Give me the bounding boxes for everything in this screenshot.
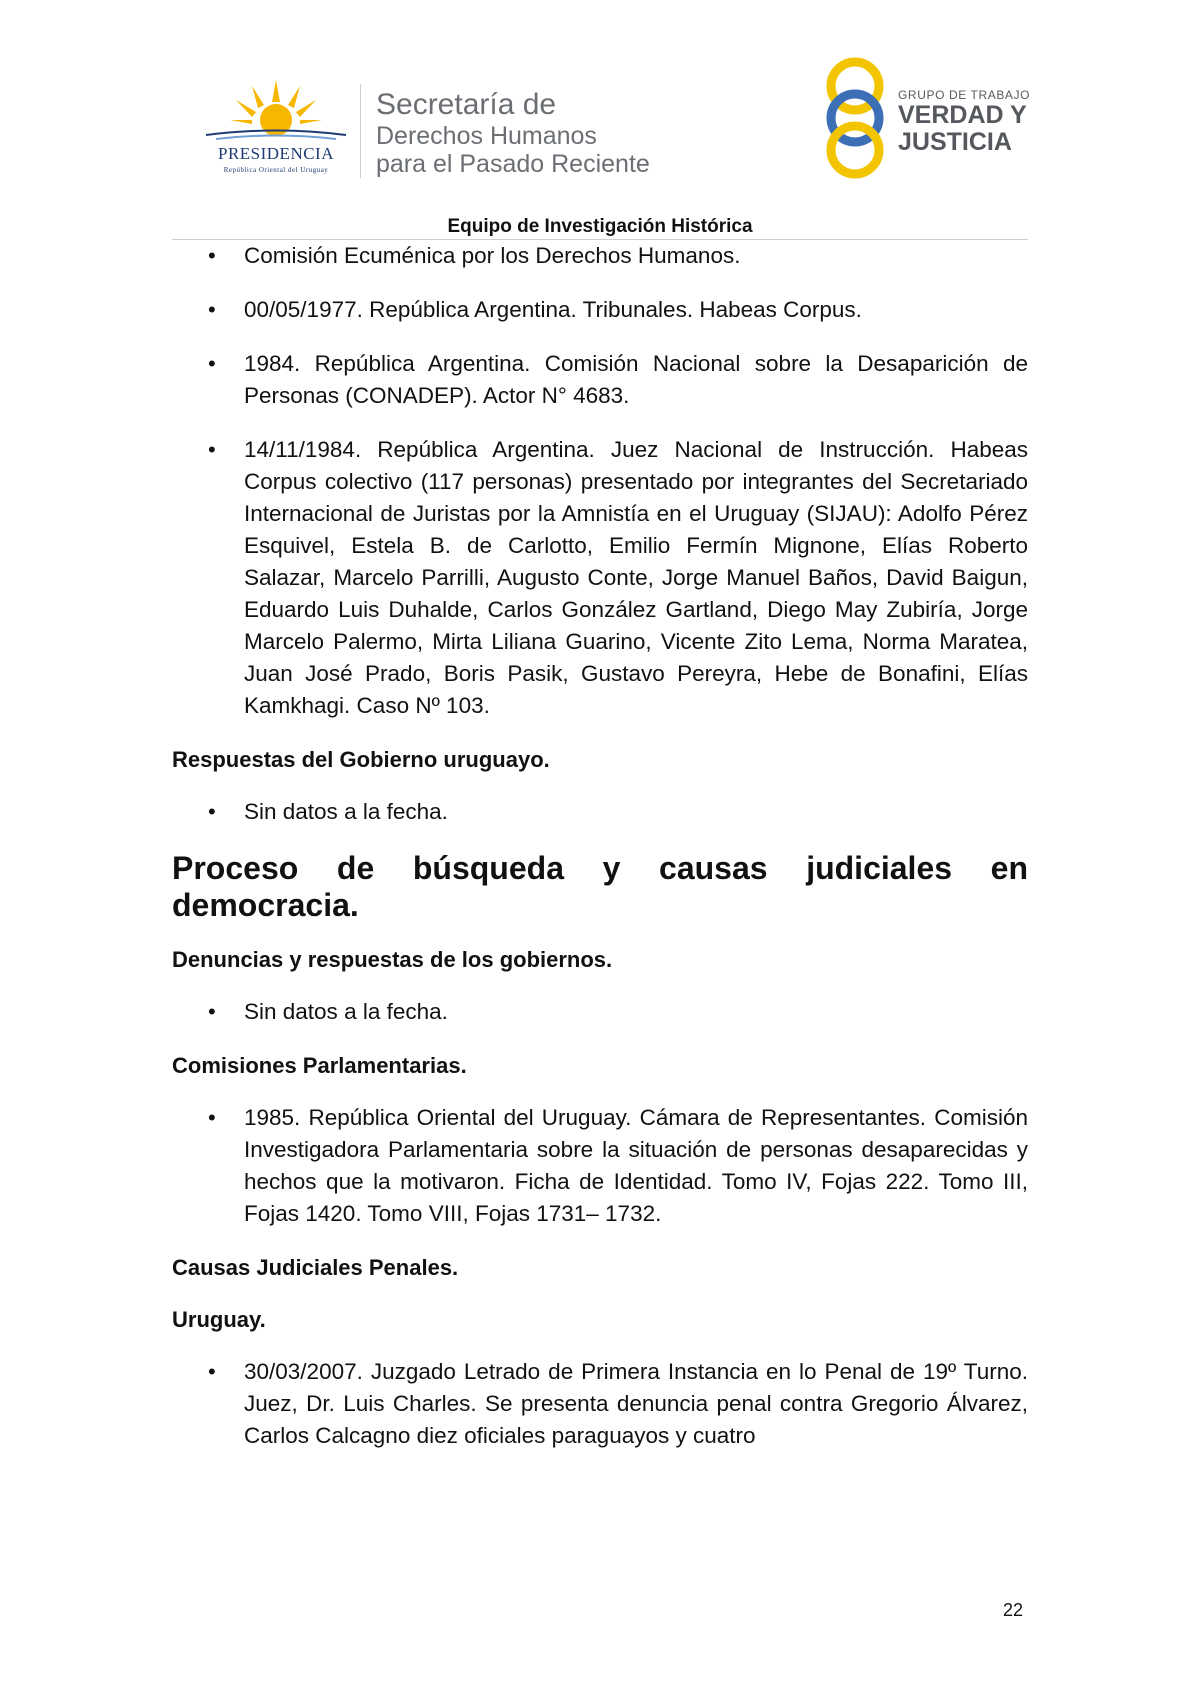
- gtvj-line1: GRUPO DE TRABAJO: [898, 88, 1031, 102]
- list-item: • 00/05/1977. República Argentina. Tribunales. Habeas Corpus.: [172, 294, 1028, 326]
- heading-causas: Causas Judiciales Penales.: [172, 1255, 459, 1280]
- list-item: • Sin datos a la fecha.: [172, 996, 1028, 1028]
- team-title: Equipo de Investigación Histórica: [447, 216, 753, 237]
- list-item: • Sin datos a la fecha.: [172, 796, 1028, 828]
- bullet-list-2: [172, 796, 1028, 828]
- presidencia-name: PRESIDENCIA: [217, 144, 334, 163]
- heading-denuncias: Denuncias y respuestas de los gobiernos.: [172, 947, 613, 972]
- secretaria-line2: Derechos Humanos: [376, 122, 597, 150]
- list-item: • Comisión Ecuménica por los Derechos Humanos.: [172, 240, 1028, 272]
- list-item: • 14/11/1984. República Argentina. Juez Nacional de Instrucción. Habeas Corpus colectivo (117 personas) presentado por integrantes del Secretariado Internacional de Juristas por la Amnistía en el Uruguay (SIJAU): Adolfo Pérez Esquivel, Estela B. de Carlotto, Emilio Fermín Mignone, Elías Roberto Salazar, Marcelo Parrilli, Augusto Conte, Jorge Manuel Baños, David Baigun, Eduardo Luis Duhalde, Carlos González Gartland, Diego May Zubiría, Jorge Marcelo Palermo, Mirta Liliana Guarino, Vicente Zito Lema, Norma Maratea, Juan José Prado, Boris Pasik, Gustavo Pereyra, Hebe de Bonafini, Elías Kamkhagi. Caso Nº 103.: [172, 434, 1028, 722]
- page-number: 22: [1003, 1600, 1024, 1620]
- linked-rings-icon: [820, 56, 890, 182]
- bullet-list-1: [172, 240, 1028, 722]
- bullet-list-4: [172, 1102, 1028, 1230]
- section-heading-proceso: Proceso de búsqueda y causas judiciales en democracia.: [172, 850, 1028, 923]
- list-item: • 1985. República Oriental del Uruguay. Cámara de Representantes. Comisión Investigadora Parlamentaria sobre la situación de personas desaparecidas y hechos que la motivaron. Ficha de Identidad. Tomo IV, Fojas 222. Tomo III, Fojas 1420. Tomo VIII, Fojas 1731– 1732.: [172, 1102, 1028, 1230]
- heading-uruguay: Uruguay.: [172, 1307, 266, 1332]
- secretaria-logo-text: [376, 88, 706, 178]
- heading-comisiones: Comisiones Parlamentarias.: [172, 1053, 467, 1078]
- presidencia-logo: [196, 80, 356, 180]
- logo-divider: [360, 84, 361, 178]
- presidencia-subtitle: República Oriental del Uruguay: [223, 166, 329, 174]
- gtvj-line3: JUSTICIA: [898, 128, 1012, 156]
- secretaria-line1: Secretaría de: [376, 88, 557, 121]
- secretaria-line3: para el Pasado Reciente: [376, 150, 650, 178]
- sun-emblem-icon: [196, 80, 356, 144]
- list-item: • 1984. República Argentina. Comisión Nacional sobre la Desaparición de Personas (CONADEP). Actor N° 4683.: [172, 348, 1028, 412]
- page-header: [0, 0, 1191, 240]
- list-item: • 30/03/2007. Juzgado Letrado de Primera Instancia en lo Penal de 19º Turno. Juez, Dr. Luis Charles. Se presenta denuncia penal contra Gregorio Álvarez, Carlos Calcagno diez oficiales paraguayos y cuatro: [172, 1356, 1028, 1452]
- heading-respuestas: Respuestas del Gobierno uruguayo.: [172, 747, 550, 772]
- verdad-justicia-logo: [820, 56, 1040, 186]
- bullet-list-3: [172, 996, 1028, 1028]
- bullet-list-5: [172, 1356, 1028, 1452]
- document-body: [172, 240, 1028, 1474]
- gtvj-line2: VERDAD Y: [898, 101, 1027, 129]
